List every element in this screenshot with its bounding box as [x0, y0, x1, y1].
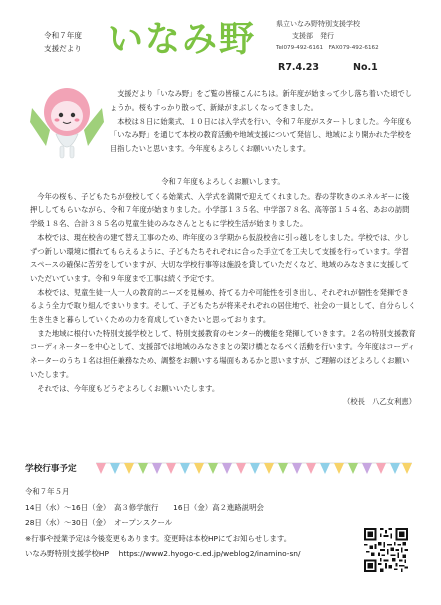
intro-section [110, 87, 416, 156]
bunting-flag [124, 463, 134, 474]
bunting-flag [292, 463, 302, 474]
issue-number: No.1 [353, 62, 378, 73]
mascot-right-cheek [75, 118, 80, 121]
bunting-flag [264, 463, 274, 474]
issue-meta [44, 29, 82, 55]
year-label: 令和７年度 [44, 31, 82, 40]
series-label: 支援だより [44, 44, 82, 53]
bunting-flag [306, 463, 316, 474]
qr-code[interactable] [364, 528, 408, 572]
bunting-flag [250, 463, 260, 474]
bunting-flag [180, 463, 190, 474]
events-note: ※行事や授業予定は今後変更もあります。変更時は本校HPにてお知らせします。 [25, 533, 292, 543]
principal-message [30, 175, 416, 409]
event-item: 28日（水）～30日（金） オープンスクール [25, 518, 173, 528]
mascot-right-leg [70, 146, 74, 158]
mascot-left-eye [59, 113, 63, 117]
newsletter-title: いなみ野 [108, 20, 257, 60]
bunting-flag [208, 463, 218, 474]
issue-date: R7.4.23 [278, 62, 319, 73]
events-heading: 学校行事予定 [25, 464, 77, 474]
bunting-flag [236, 463, 246, 474]
bunting-flag [320, 463, 330, 474]
intro-paragraph: 支援だより「いなみ野」をご覧の皆様こんにちは。新年度が始まって少し落ち着いた頃でしょうか。桜もすっかり散って、新緑がまぶしくなってきました。 [110, 89, 412, 112]
intro-paragraph: 本校は８日に始業式、１０日には入学式を行い、令和７年度がスタートしました。今年度も「いなみ野」を通じて本校の教育活動や地域支援について発信し、地域により開かれた学校を目指したいと思います。今年度もよろしくお願いいたします。 [110, 116, 412, 154]
body-paragraph: また地域に根付いた特別支援学校として、特別支援教育のセンター的機能を発揮していきます。２名の特別支援教育コーディネーターを中心として、支援部では地域のみなさまとの架け橋となるべく活動を行います。今年度はコーディネーターのうち１名は担任兼務なため、調整をお願いする場面もあるかと思いますが、ご理解のほどよろしくお願いいたします。 [30, 328, 416, 379]
event-item: 14日（水）～16日（金） 高３修学旅行 16日（金）高２進路説明会 [25, 502, 264, 512]
school-info [276, 18, 379, 54]
bunting-flag [362, 463, 372, 474]
bunting-flag [222, 463, 232, 474]
bunting-flag [348, 463, 358, 474]
bunting-flag [278, 463, 288, 474]
bunting-flag [166, 463, 176, 474]
events-month: 令和７年５月 [25, 487, 70, 496]
bunting-flag [402, 463, 412, 474]
greeting-line: 令和７年度もよろしくお願いします。 [161, 177, 285, 186]
bunting-decoration [96, 462, 412, 476]
bunting-flag [138, 463, 148, 474]
body-paragraph: 本校では、現在校舎の建て替え工事のため、昨年度の３学期から仮設校舎に引っ越しをしました。学校では、少しずつ新しい環境に慣れてもらえるように、子どもたちそれぞれに合った手立てを工夫して支援を行っています。学習スペースの確保に苦労をしていますが、大切な学校行事等は施設を貸していただくなど、地域のみなさまに支援していただいています。令和９年度まで工事は続く予定です。 [30, 232, 410, 283]
mascot-face [51, 101, 83, 131]
body-paragraph: 今年の桜も、子どもたちが登校してくる始業式、入学式を満開で迎えてくれました。春の芽吹きのエネルギーに後押ししてもらいながら、令和７年度が始まりました。小学部１３５名、中学部７８名、高等部１５４名、あおの訪問学級１８名、合計３８５名の児童生徒のみなさんとともに学校生活が始まりました。 [30, 191, 410, 229]
mascot-illustration [28, 80, 106, 162]
events-list [25, 484, 355, 562]
contact-numbers: Tel079-492-6161 FAX079-492-6162 [276, 45, 379, 51]
body-paragraph: それでは、今年度もどうぞよろしくお願いいたします。 [37, 383, 220, 393]
mascot-left-leg [60, 146, 64, 158]
school-name: 県立いなみ野特別支援学校 [276, 20, 360, 28]
mascot-left-cheek [55, 118, 60, 121]
homepage-link[interactable]: いなみ野特別支援学校HP https://www2.hyogo-c.ed.jp/weblog2/inamino-sn/ [25, 549, 301, 559]
bunting-flag [376, 463, 386, 474]
bunting-flag [110, 463, 120, 474]
mascot-right-eye [71, 113, 75, 117]
signature: （校長 八乙女利恵） [343, 397, 416, 407]
body-paragraph: 本校では、児童生徒一人一人の教育的ニーズを見極め、持てる力や可能性を引き出し、それぞれが個性を発揮できるよう全力で取り組んでまいります。そして、子どもたちが将来それぞれの居住地で、社会の一員として、自分らしく生き生きと暮らしていくための力を育成していきたいと思っております。 [30, 287, 416, 325]
bunting-flag [334, 463, 344, 474]
bunting-flag [390, 463, 400, 474]
publisher: 支援部 発行 [292, 32, 334, 40]
bunting-flag [96, 463, 106, 474]
bunting-flag [194, 463, 204, 474]
bunting-flag [152, 463, 162, 474]
